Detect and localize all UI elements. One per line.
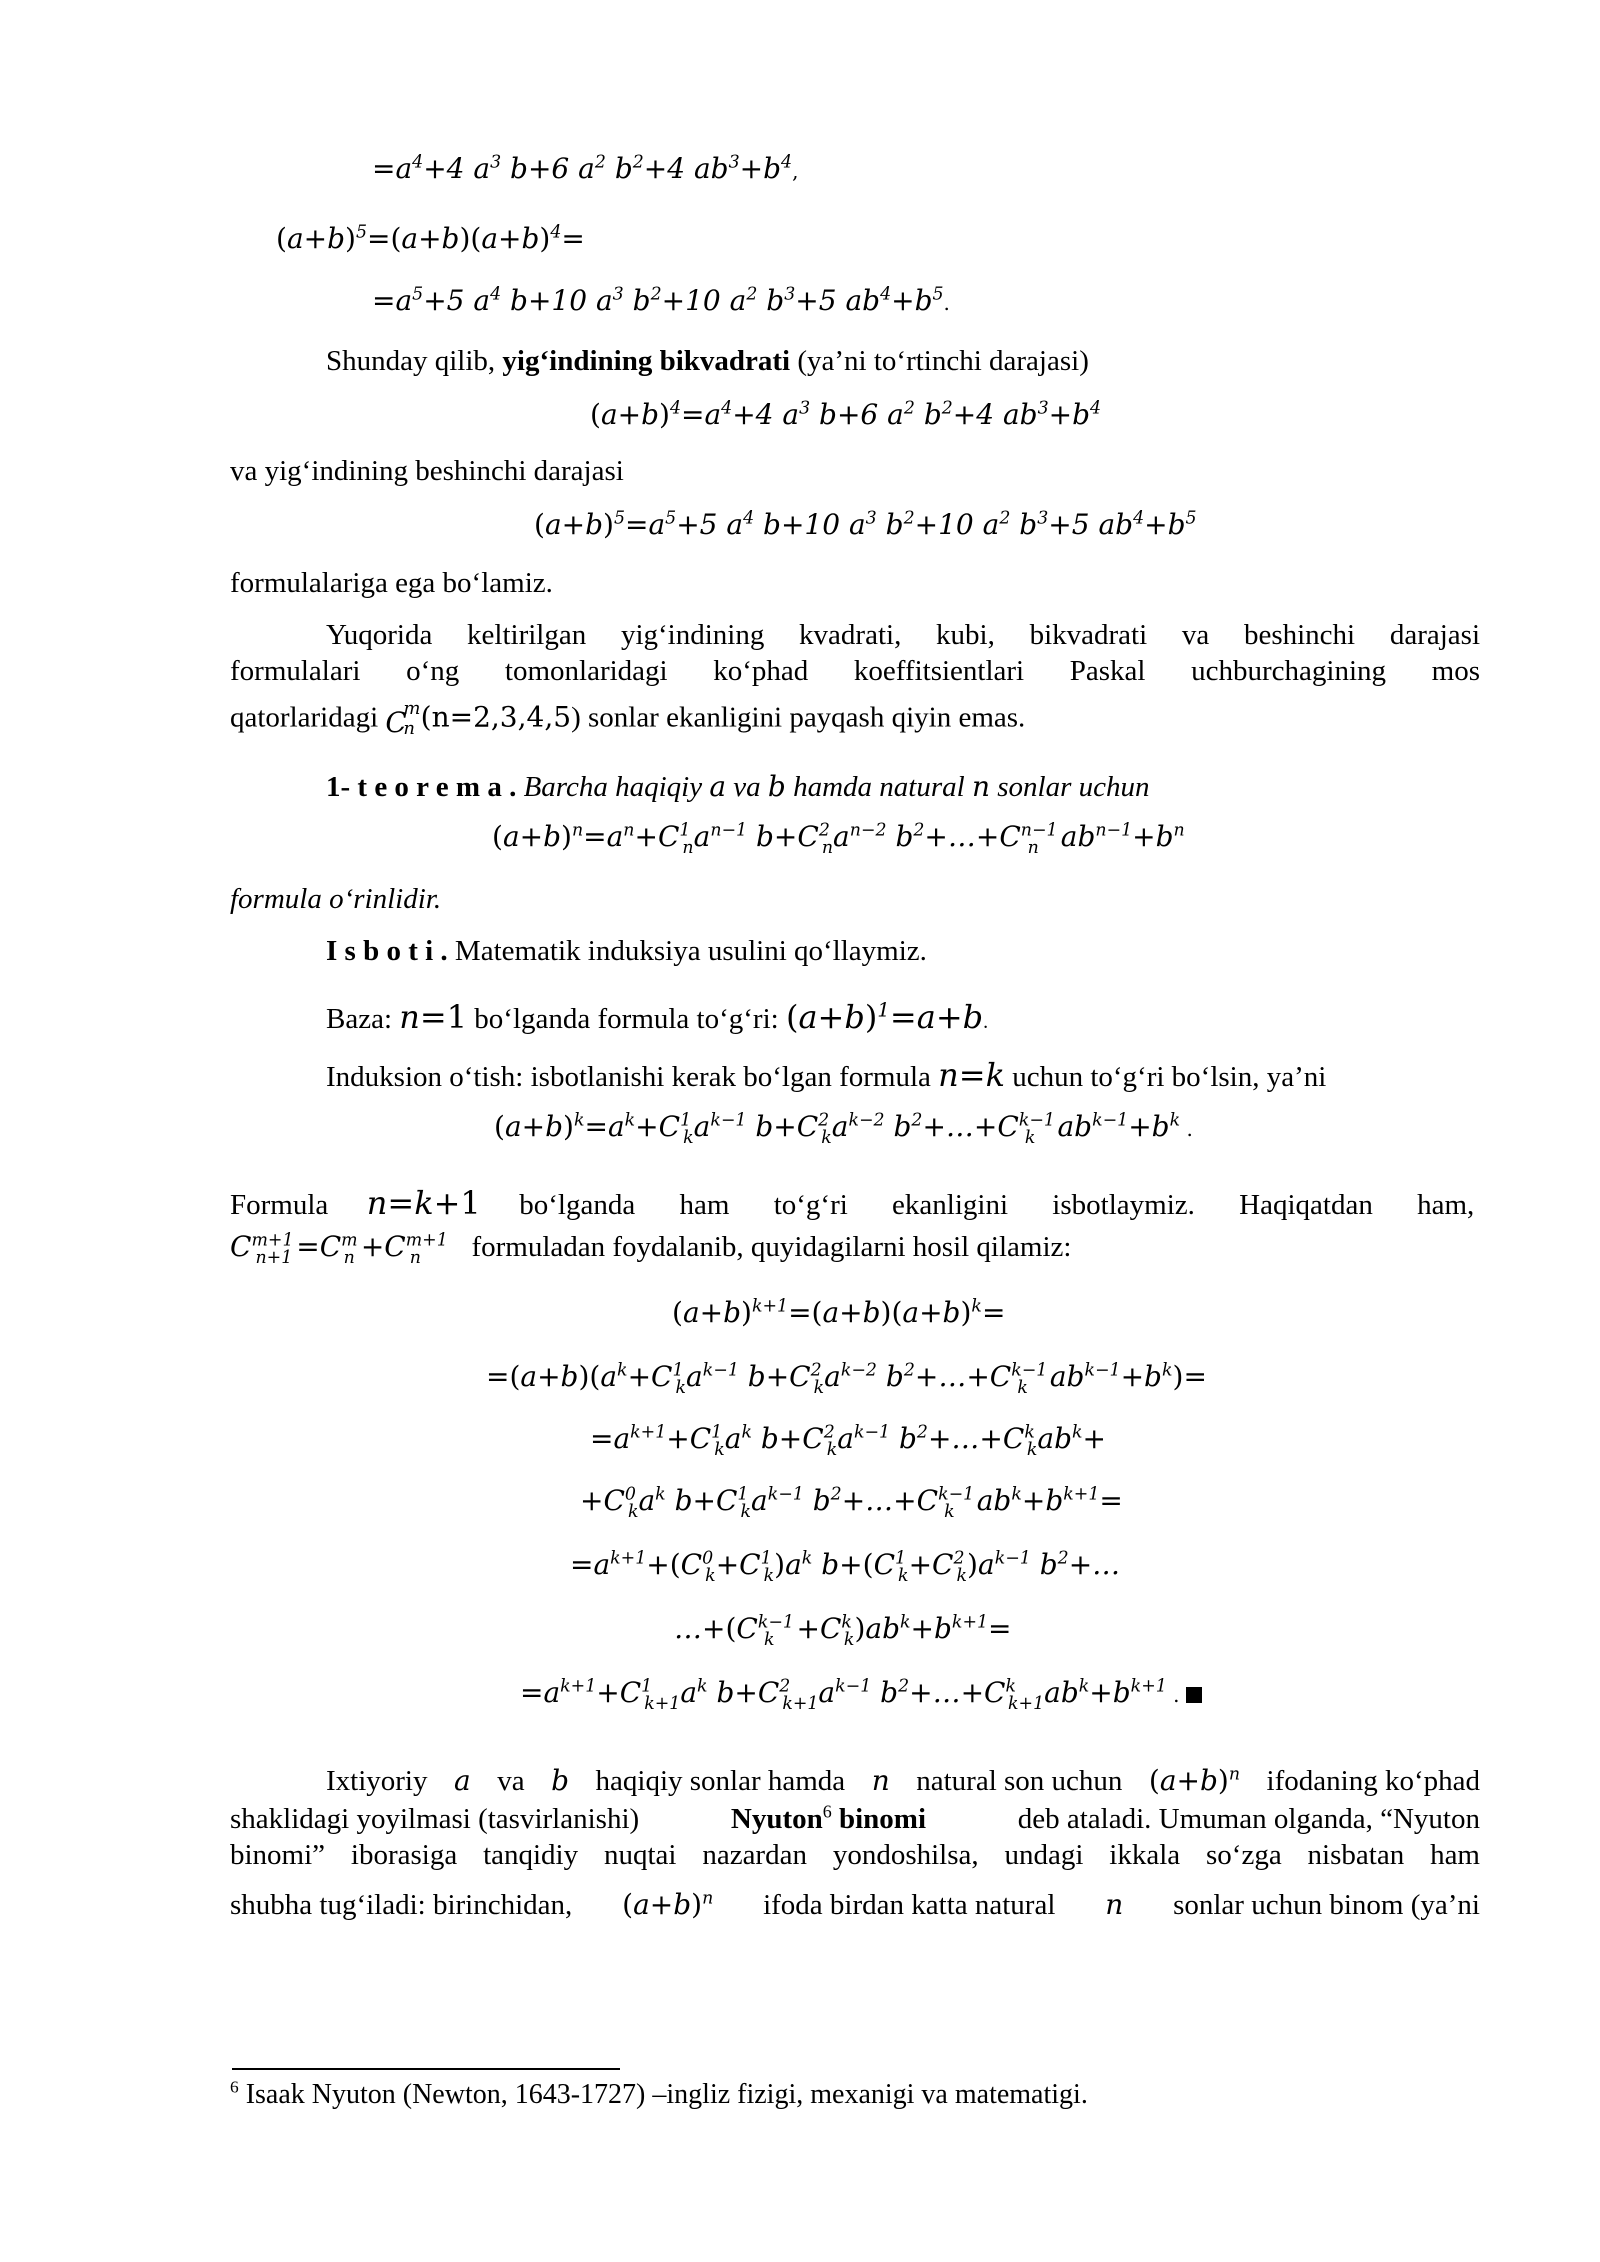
paragraph-line: Yuqorida keltirilgan yig‘indining kvadrati, kubi, bikvadrati va beshinchi darajasi xyxy=(326,619,1480,651)
paragraph-line xyxy=(230,700,1025,740)
theorem-statement xyxy=(326,770,1150,805)
footnote-ref[interactable]: 6 xyxy=(822,1801,832,1822)
text: ifoda birdan katta natural xyxy=(763,1889,1056,1921)
math-inline: n=k+1 xyxy=(366,1184,481,1222)
text: Formula xyxy=(230,1189,329,1221)
footnote-separator xyxy=(232,2068,620,2070)
proof-base: Baza: n=1 bo‘lganda formula to‘g‘ri: $(a+b)^1=a+b$. xyxy=(326,998,989,1036)
text: va xyxy=(497,1765,525,1797)
math-inline: n=1 xyxy=(399,998,468,1036)
text: bo‘lganda ham to‘g‘ri ekanligini isbotlaymiz. Haqiqatdan ham, xyxy=(519,1189,1475,1221)
text: (ya’ni to‘rtinchi darajasi) xyxy=(797,345,1089,377)
text: va xyxy=(733,771,761,803)
text: haqiqiy sonlar hamda xyxy=(595,1765,846,1797)
math-var-n: n xyxy=(971,770,990,803)
text: Matematik induksiya usulini qo‘llaymiz. xyxy=(454,935,927,967)
text: Induksion o‘tish: isbotlanishi kerak bo‘lgan formula xyxy=(326,1061,931,1093)
text: uchun to‘g‘ri bo‘lsin, ya’ni xyxy=(1012,1061,1327,1093)
derivation-line: $(a+b)^{k+1}=(a+b)(a+b)^k=$ xyxy=(672,1296,1006,1329)
term-bold: binomi xyxy=(838,1803,927,1835)
proof-label: I s b o t i . xyxy=(326,935,448,967)
math-var-n: n xyxy=(871,1764,890,1797)
text: shubha tug‘iladi: birinchidan, xyxy=(230,1889,573,1921)
text: natural son uchun xyxy=(916,1765,1123,1797)
binomial-formula: $(a+b)^n=a^n+C^1_na^{n-1}$ $b+C^2_na^{n-2}$ $b^2+\dots+C^{n-1}_n$ $ab^{n-1}+b^n$ xyxy=(492,820,1185,858)
proof-induction xyxy=(326,1056,1326,1095)
derivation-line: $\dots+(C^{k-1}_k +C^k_k)ab^k+b^{k+1}=$ xyxy=(674,1612,1012,1650)
derivation-line: $=a^{k+1}+C^1_ka^k$ $b+C^2_ka^{k-1}$ $b^2+\dots+C^k_kab^k+$ xyxy=(590,1422,1107,1460)
text: ifodaning ko‘phad xyxy=(1266,1765,1480,1797)
proof-line xyxy=(326,934,927,969)
text: deb ataladi. Umuman olganda, “Nyuton xyxy=(1017,1803,1480,1835)
math-var-n: n xyxy=(1105,1888,1124,1921)
paragraph-line: va yig‘indining beshinchi darajasi xyxy=(230,455,624,487)
paragraph-line xyxy=(326,1764,1480,1799)
pascal-identity: $C^{m+1}_{n+1} =C^m_n +C^{m+1}_n$ xyxy=(230,1230,448,1268)
math-inline: $(a+b)^n$ xyxy=(1148,1764,1241,1797)
paragraph-line: formulalariga ega bo‘lamiz. xyxy=(230,567,553,599)
equation-line: $=a^4+4$ $a^3$ b+6 $a^2$ $b^2+4$ $ab^3+b^4$, xyxy=(372,152,799,185)
qed-square-icon xyxy=(1186,1687,1202,1703)
text: Ixtiyoriy xyxy=(326,1765,428,1797)
text: Barcha haqiqiy xyxy=(523,771,703,803)
paragraph-line: binomi” iborasiga tanqidiy nuqtai nazardan yondoshilsa, undagi ikkala so‘zga nisbatan ham xyxy=(230,1839,1480,1871)
text: Baza: xyxy=(326,1003,393,1035)
math-var-b: b xyxy=(767,770,786,803)
equation-line: $=a^5+5$ $a^4$ b+10 $a^3$ $b^2+10$ $a^2$ $b^3+5$ $ab^4+b^5$. xyxy=(372,284,950,317)
derivation-line: $=a^{k+1}+C^1_{k+1}a^k$ $b+C^2_{k+1}a^{k-1}$ $b^2+\dots+C^k_{k+1}ab^k+b^{k+1}$ . xyxy=(520,1676,1202,1710)
footnote-number: 6 xyxy=(230,2077,239,2097)
theorem-label: 1- t e o r e m a . xyxy=(326,771,517,803)
footnote xyxy=(230,2078,1088,2112)
text: ) sonlar ekanligini payqash qiyin emas. xyxy=(571,701,1026,734)
text: bo‘lganda formula to‘g‘ri: xyxy=(474,1003,779,1035)
paragraph-line xyxy=(230,1888,1480,1923)
paragraph-line xyxy=(230,1802,1480,1837)
equation-line: $(a+b)^5=(a+b)(a+b)^4=$ xyxy=(276,222,585,255)
text: Shunday qilib, xyxy=(326,345,496,377)
math-var-b: b xyxy=(551,1764,570,1797)
math-inline: (n=2,3,4,5 xyxy=(420,700,572,734)
derivation-line: $=(a+b)(a^k+C^1_ka^{k-1}$ $b+C^2_ka^{k-2}$ $b^2+\dots+C^{k-1}_k$ $ab^{k-1}+b^k)=$ xyxy=(486,1360,1207,1398)
text: hamda natural xyxy=(793,771,965,803)
text: shaklidagi yoyilmasi (tasvirlanishi) xyxy=(230,1803,640,1835)
derivation-line: $+C^0_ka^k$ $b+C^1_ka^{k-1}$ $b^2+\dots+C^{k-1}_k$ $ab^k+b^{k+1}=$ xyxy=(580,1484,1123,1522)
footnote-text: Isaak Nyuton (Newton, 1643-1727) –ingliz fizigi, mexanigi va matematigi. xyxy=(245,2079,1088,2110)
induction-hypothesis: $(a+b)^k=a^k+C^1_ka^{k-1}$ $b+C^2_ka^{k-2}$ $b^2+\dots+C^{k-1}_k$ $ab^{k-1}+b^k$ . xyxy=(494,1110,1193,1148)
term-bold: yig‘indining bikvadrati xyxy=(502,345,791,377)
text: sonlar uchun xyxy=(997,771,1150,803)
math-inline: n=k xyxy=(938,1056,1005,1094)
text: qatorlaridagi xyxy=(230,701,379,734)
math-var-a: a xyxy=(709,770,727,803)
text: sonlar uchun binom (ya’ni xyxy=(1173,1889,1480,1921)
math-var-a: a xyxy=(454,1764,471,1797)
formula-fifth-power: $(a+b)^5=a^5+5$ $a^4$ b+10 $a^3$ $b^2+10$ $a^2$ $b^3+5$ $ab^4+b^5$ xyxy=(534,508,1197,541)
paragraph-line: formulalari o‘ng tomonlaridagi ko‘phad koeffitsientlari Paskal uchburchagining mos xyxy=(230,655,1480,687)
math-inline: $(a+b)^1=a+b$ xyxy=(785,998,984,1036)
derivation-line: $=a^{k+1}+(C^0_k+C^1_k)a^k$ $b+(C^1_k+C^2_k)a^{k-1}$ $b^2+\dots$ xyxy=(570,1548,1121,1586)
term-bold: Nyuton xyxy=(730,1803,823,1835)
text: formuladan foydalanib, quyidagilarni hosil qilamiz: xyxy=(471,1231,1072,1263)
paragraph-line xyxy=(230,1230,1072,1268)
formula-bikvadrat: $(a+b)^4=a^4+4$ $a^3$ b+6 $a^2$ $b^2+4$ $ab^3+b^4$ xyxy=(590,398,1102,431)
paragraph-line xyxy=(230,1184,1480,1223)
math-inline: $(a+b)^n$ xyxy=(622,1888,714,1921)
theorem-end: formula o‘rinlidir. xyxy=(230,883,442,915)
paragraph-line xyxy=(326,344,1089,379)
binomial-coefficient: C m n xyxy=(385,698,421,739)
